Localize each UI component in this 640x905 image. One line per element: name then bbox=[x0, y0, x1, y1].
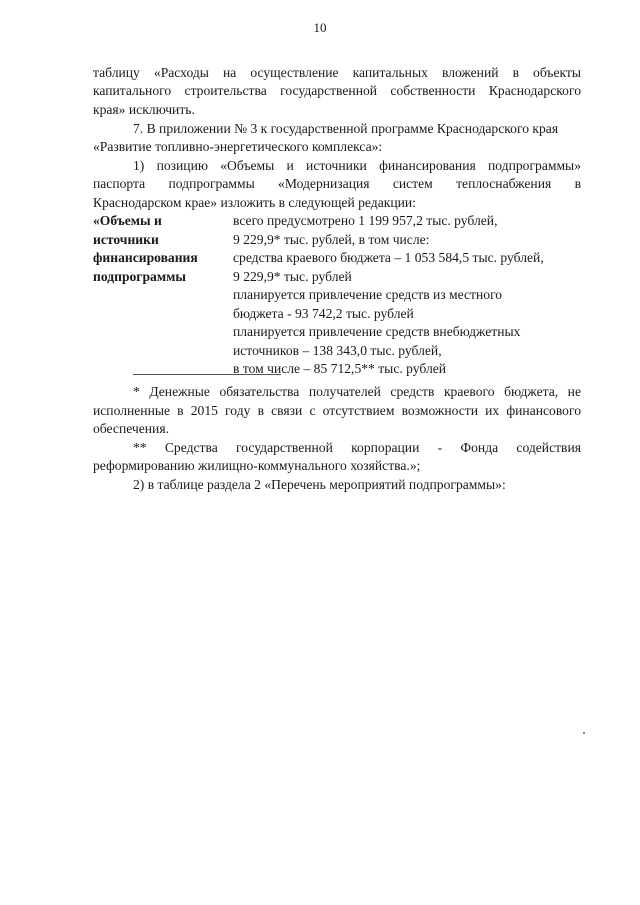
passport-label-line: источники bbox=[93, 232, 159, 247]
passport-value-line: всего предусмотрено 1 199 957,2 тыс. рублей, bbox=[233, 213, 498, 228]
passport-value-line: средства краевого бюджета – 1 053 584,5 тыс. рублей, bbox=[233, 250, 544, 265]
footnote-line: обеспечения. bbox=[93, 421, 169, 436]
passport-label-line: финансирования bbox=[93, 250, 198, 265]
footnote-line: ** Средства государственной корпорации - Фонда содействия bbox=[133, 440, 581, 455]
passport-value-line: источников – 138 343,0 тыс. рублей, bbox=[233, 343, 442, 358]
passport-value-line: планируется привлечение средств из местного bbox=[233, 287, 503, 302]
passport-label-line: подпрограммы bbox=[93, 269, 186, 284]
closing-line: 2) в таблице раздела 2 «Перечень мероприятий подпрограммы»: bbox=[133, 477, 506, 492]
body-line: 1) позицию «Объемы и источники финансирования подпрограммы» bbox=[133, 158, 581, 173]
passport-value-line: планируется привлечение средств внебюджетных bbox=[233, 324, 521, 339]
body-line: паспорта подпрограммы «Модернизация систем теплоснабжения в bbox=[93, 176, 581, 191]
body-line: края» исключить. bbox=[93, 102, 195, 117]
passport-label-line: «Объемы и bbox=[93, 213, 162, 228]
body-line: Краснодарском крае» изложить в следующей редакции: bbox=[93, 195, 416, 210]
footnote-line: исполненные в 2015 году в связи с отсутствием возможности их финансового bbox=[93, 403, 581, 418]
body-line: капитального строительства государственной собственности Краснодарского bbox=[93, 83, 581, 98]
body-line: «Развитие топливно-энергетического комплекса»: bbox=[93, 139, 383, 154]
body-line: таблицу «Расходы на осуществление капитальных вложений в объекты bbox=[93, 65, 581, 80]
footnote-line: реформированию жилищно-коммунального хозяйства.»; bbox=[93, 458, 421, 473]
footnote-separator bbox=[133, 374, 281, 375]
passport-value-line: в том числе – 85 712,5** тыс. рублей bbox=[233, 361, 447, 376]
body-line: 7. В приложении № 3 к государственной программе Краснодарского края bbox=[133, 121, 559, 136]
page-number: 10 bbox=[313, 20, 327, 35]
footnote-line: * Денежные обязательства получателей средств краевого бюджета, не bbox=[133, 384, 581, 399]
passport-value-line: 9 229,9* тыс. рублей, в том числе: bbox=[233, 232, 430, 247]
passport-value-line: бюджета - 93 742,2 тыс. рублей bbox=[233, 306, 414, 321]
scan-speck bbox=[583, 732, 585, 734]
passport-value-line: 9 229,9* тыс. рублей bbox=[233, 269, 352, 284]
